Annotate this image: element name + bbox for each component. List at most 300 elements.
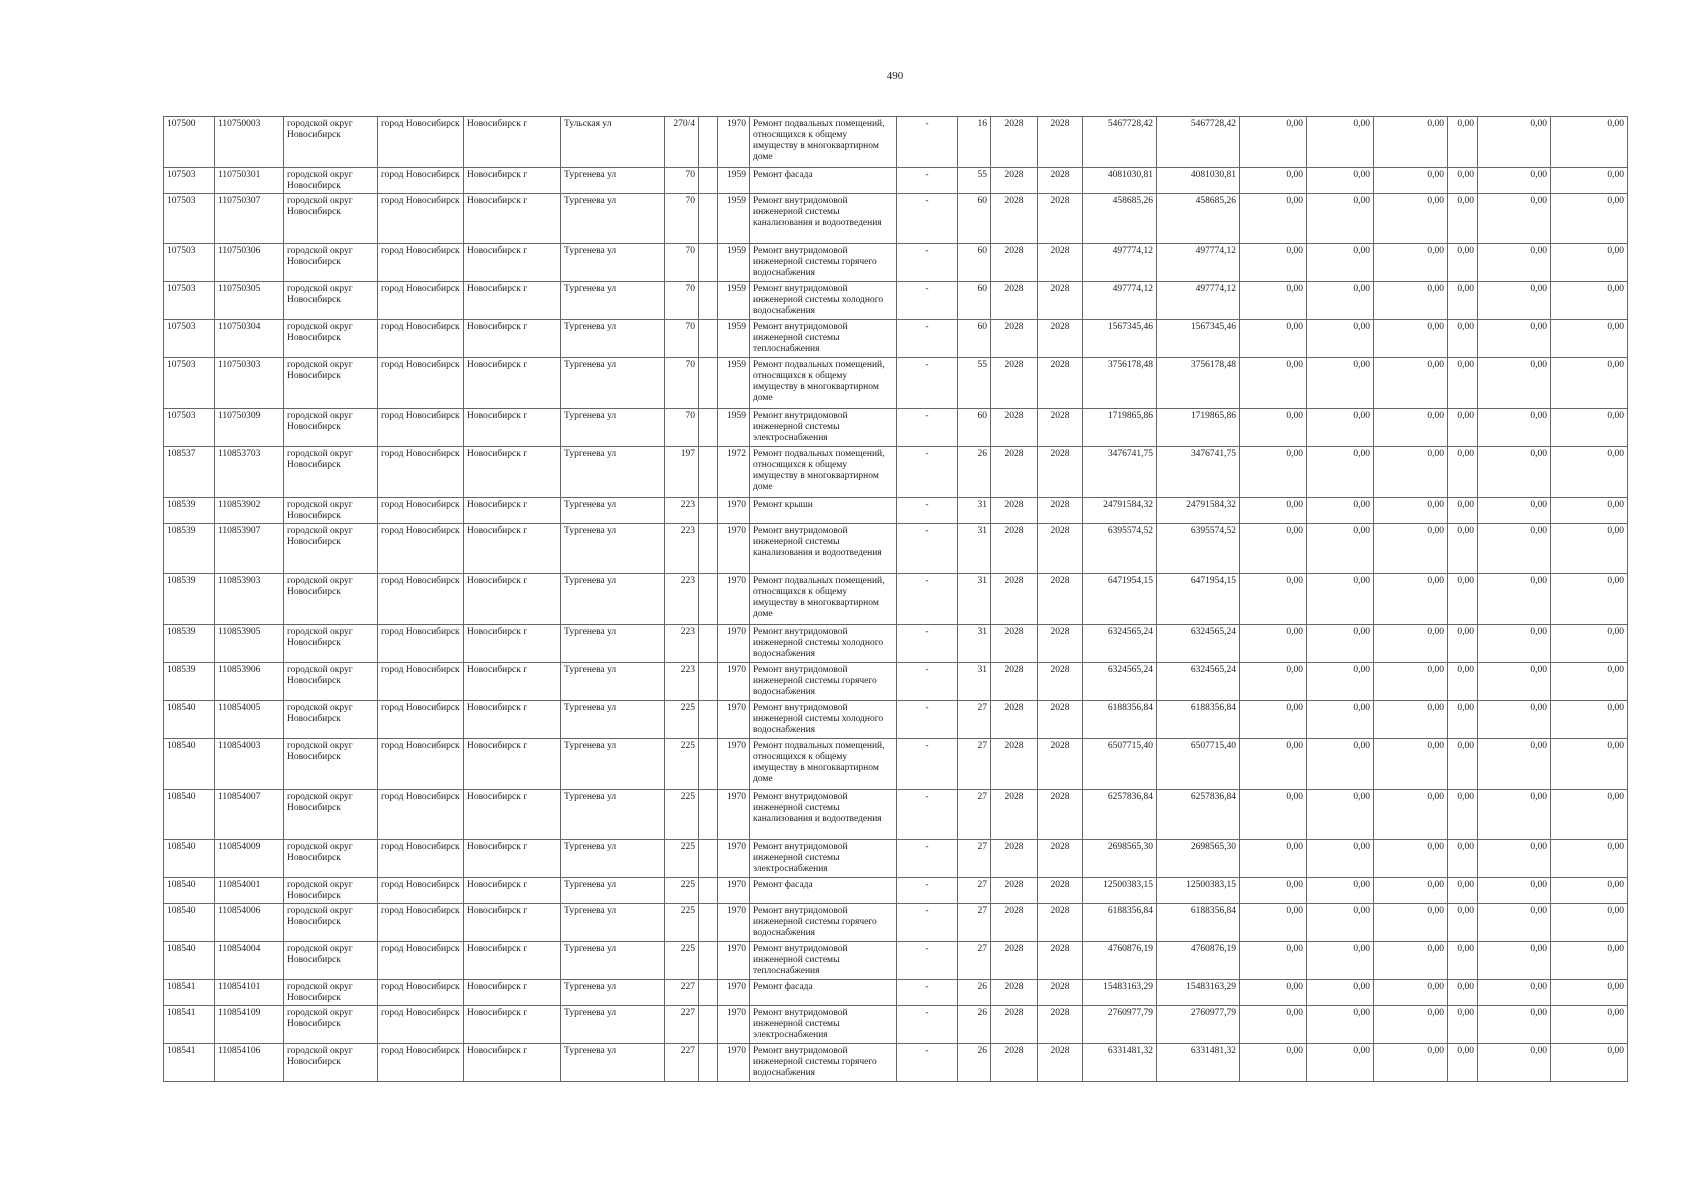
cell-cost: 6324565,24 [1083,663,1157,701]
table-row [164,524,1628,574]
cell-wear: 55 [958,358,991,409]
cell-dash: - [897,524,958,574]
cell-year: 1970 [718,625,750,663]
cell-year-from: 2028 [991,117,1038,168]
cell-city: Новосибирск г [464,574,561,625]
cell-f3: 0,00 [1374,904,1448,942]
cell-year: 1970 [718,1044,750,1082]
cell-code: 110853905 [215,625,284,663]
cell-total: 3476741,75 [1157,447,1240,498]
cell-f2: 0,00 [1307,625,1374,663]
cell-id: 108540 [164,739,215,790]
cell-dash: - [897,244,958,282]
cell-total: 6395574,52 [1157,524,1240,574]
cell-wear: 26 [958,447,991,498]
cell-letter [699,790,718,840]
cell-street: Тургенева ул [561,574,665,625]
cell-total: 1567345,46 [1157,320,1240,358]
cell-settlement: город Новосибирск [378,739,464,790]
cell-district: городской округ Новосибирск [284,840,378,878]
cell-letter [699,904,718,942]
cell-wear: 16 [958,117,991,168]
cell-wear: 55 [958,168,991,194]
cell-code: 110854001 [215,878,284,904]
cell-f6: 0,00 [1551,244,1628,282]
cell-city: Новосибирск г [464,524,561,574]
cell-id: 108539 [164,574,215,625]
cell-f6: 0,00 [1551,942,1628,980]
cell-city: Новосибирск г [464,1006,561,1044]
cell-year: 1959 [718,194,750,244]
cell-f4: 0,00 [1448,625,1478,663]
cell-year-from: 2028 [991,168,1038,194]
cell-cost: 6471954,15 [1083,574,1157,625]
cell-house: 70 [665,320,699,358]
table-row [164,320,1628,358]
cell-settlement: город Новосибирск [378,447,464,498]
cell-cost: 458685,26 [1083,194,1157,244]
cell-house: 270/4 [665,117,699,168]
cell-f2: 0,00 [1307,574,1374,625]
cell-f4: 0,00 [1448,701,1478,739]
cell-f2: 0,00 [1307,168,1374,194]
cell-cost: 6257836,84 [1083,790,1157,840]
cell-code: 110854101 [215,980,284,1006]
cell-district: городской округ Новосибирск [284,625,378,663]
cell-dash: - [897,904,958,942]
cell-total: 15483163,29 [1157,980,1240,1006]
cell-year-from: 2028 [991,1044,1038,1082]
cell-cost: 497774,12 [1083,244,1157,282]
cell-code: 110750304 [215,320,284,358]
cell-f1: 0,00 [1240,117,1307,168]
cell-dash: - [897,447,958,498]
cell-id: 108541 [164,1006,215,1044]
cell-f2: 0,00 [1307,1044,1374,1082]
cell-street: Тургенева ул [561,625,665,663]
cell-year-from: 2028 [991,1006,1038,1044]
cell-year: 1970 [718,663,750,701]
cell-work: Ремонт подвальных помещений, относящихся к общему имуществу в многоквартирном доме [750,447,897,498]
cell-f3: 0,00 [1374,447,1448,498]
cell-id: 108540 [164,878,215,904]
cell-wear: 60 [958,244,991,282]
cell-f1: 0,00 [1240,358,1307,409]
cell-dash: - [897,625,958,663]
table-row [164,282,1628,320]
cell-cost: 6188356,84 [1083,701,1157,739]
cell-f2: 0,00 [1307,282,1374,320]
cell-year-to: 2028 [1038,663,1083,701]
cell-settlement: город Новосибирск [378,244,464,282]
cell-code: 110854106 [215,1044,284,1082]
cell-f4: 0,00 [1448,739,1478,790]
cell-f4: 0,00 [1448,574,1478,625]
cell-street: Тургенева ул [561,194,665,244]
cell-letter [699,980,718,1006]
cell-f2: 0,00 [1307,117,1374,168]
cell-total: 12500383,15 [1157,878,1240,904]
cell-total: 6471954,15 [1157,574,1240,625]
cell-f2: 0,00 [1307,878,1374,904]
cell-f4: 0,00 [1448,498,1478,524]
cell-house: 225 [665,840,699,878]
cell-f5: 0,00 [1478,701,1551,739]
cell-settlement: город Новосибирск [378,524,464,574]
cell-f1: 0,00 [1240,878,1307,904]
table-row [164,194,1628,244]
cell-f5: 0,00 [1478,1006,1551,1044]
cell-city: Новосибирск г [464,878,561,904]
cell-year-from: 2028 [991,840,1038,878]
cell-f4: 0,00 [1448,117,1478,168]
cell-wear: 27 [958,904,991,942]
cell-letter [699,498,718,524]
cell-year-from: 2028 [991,942,1038,980]
cell-street: Тургенева ул [561,878,665,904]
cell-code: 110854009 [215,840,284,878]
cell-f5: 0,00 [1478,168,1551,194]
cell-year: 1959 [718,168,750,194]
cell-f2: 0,00 [1307,409,1374,447]
cell-year: 1970 [718,701,750,739]
cell-wear: 26 [958,980,991,1006]
cell-cost: 24791584,32 [1083,498,1157,524]
cell-cost: 2760977,79 [1083,1006,1157,1044]
cell-street: Тургенева ул [561,168,665,194]
cell-f2: 0,00 [1307,904,1374,942]
cell-f4: 0,00 [1448,282,1478,320]
cell-f3: 0,00 [1374,320,1448,358]
cell-id: 108539 [164,663,215,701]
table-row [164,117,1628,168]
cell-f5: 0,00 [1478,739,1551,790]
cell-f1: 0,00 [1240,574,1307,625]
cell-f5: 0,00 [1478,117,1551,168]
cell-settlement: город Новосибирск [378,117,464,168]
cell-dash: - [897,980,958,1006]
table-row [164,447,1628,498]
cell-f1: 0,00 [1240,320,1307,358]
cell-cost: 6331481,32 [1083,1044,1157,1082]
cell-street: Тургенева ул [561,282,665,320]
cell-house: 225 [665,739,699,790]
cell-f5: 0,00 [1478,194,1551,244]
cell-district: городской округ Новосибирск [284,194,378,244]
cell-f2: 0,00 [1307,980,1374,1006]
cell-f1: 0,00 [1240,701,1307,739]
cell-f4: 0,00 [1448,980,1478,1006]
cell-district: городской округ Новосибирск [284,878,378,904]
cell-f3: 0,00 [1374,1044,1448,1082]
table-row [164,1044,1628,1082]
cell-f6: 0,00 [1551,1044,1628,1082]
cell-house: 70 [665,409,699,447]
cell-work: Ремонт подвальных помещений, относящихся к общему имуществу в многоквартирном доме [750,739,897,790]
cell-year-to: 2028 [1038,980,1083,1006]
cell-f3: 0,00 [1374,168,1448,194]
cell-f1: 0,00 [1240,168,1307,194]
cell-total: 497774,12 [1157,282,1240,320]
cell-id: 107503 [164,168,215,194]
table-row [164,625,1628,663]
cell-city: Новосибирск г [464,194,561,244]
cell-wear: 26 [958,1044,991,1082]
cell-year-from: 2028 [991,980,1038,1006]
cell-cost: 3756178,48 [1083,358,1157,409]
cell-wear: 60 [958,409,991,447]
cell-dash: - [897,117,958,168]
cell-cost: 12500383,15 [1083,878,1157,904]
cell-f6: 0,00 [1551,574,1628,625]
cell-wear: 31 [958,574,991,625]
cell-f3: 0,00 [1374,701,1448,739]
cell-year-to: 2028 [1038,117,1083,168]
table-body [164,117,1628,1082]
cell-f1: 0,00 [1240,739,1307,790]
cell-code: 110853906 [215,663,284,701]
cell-year-from: 2028 [991,409,1038,447]
cell-f6: 0,00 [1551,904,1628,942]
cell-dash: - [897,574,958,625]
cell-year-to: 2028 [1038,1044,1083,1082]
cell-cost: 6324565,24 [1083,625,1157,663]
cell-year: 1970 [718,878,750,904]
cell-f3: 0,00 [1374,790,1448,840]
cell-f6: 0,00 [1551,701,1628,739]
cell-dash: - [897,663,958,701]
cell-f5: 0,00 [1478,244,1551,282]
cell-house: 223 [665,663,699,701]
cell-letter [699,320,718,358]
cell-city: Новосибирск г [464,168,561,194]
table-row [164,498,1628,524]
cell-house: 223 [665,524,699,574]
cell-district: городской округ Новосибирск [284,524,378,574]
cell-year: 1959 [718,409,750,447]
cell-year: 1959 [718,282,750,320]
cell-f4: 0,00 [1448,790,1478,840]
cell-f5: 0,00 [1478,498,1551,524]
cell-city: Новосибирск г [464,625,561,663]
cell-wear: 27 [958,790,991,840]
cell-year-from: 2028 [991,358,1038,409]
cell-year-to: 2028 [1038,840,1083,878]
cell-f4: 0,00 [1448,168,1478,194]
cell-total: 6324565,24 [1157,663,1240,701]
table-row [164,904,1628,942]
cell-f4: 0,00 [1448,244,1478,282]
cell-work: Ремонт внутридомовой инженерной системы горячего водоснабжения [750,904,897,942]
cell-letter [699,194,718,244]
cell-total: 4081030,81 [1157,168,1240,194]
cell-street: Тургенева ул [561,1044,665,1082]
cell-id: 108540 [164,840,215,878]
table-row [164,942,1628,980]
cell-f4: 0,00 [1448,663,1478,701]
cell-id: 107503 [164,282,215,320]
cell-f2: 0,00 [1307,447,1374,498]
cell-district: городской округ Новосибирск [284,739,378,790]
cell-f4: 0,00 [1448,358,1478,409]
cell-total: 6188356,84 [1157,904,1240,942]
cell-work: Ремонт фасада [750,878,897,904]
cell-cost: 1567345,46 [1083,320,1157,358]
cell-year: 1970 [718,840,750,878]
cell-year-to: 2028 [1038,878,1083,904]
cell-total: 6331481,32 [1157,1044,1240,1082]
cell-total: 6257836,84 [1157,790,1240,840]
cell-cost: 497774,12 [1083,282,1157,320]
cell-dash: - [897,739,958,790]
cell-f2: 0,00 [1307,498,1374,524]
cell-house: 227 [665,1044,699,1082]
cell-code: 110750301 [215,168,284,194]
cell-total: 6188356,84 [1157,701,1240,739]
cell-cost: 6188356,84 [1083,904,1157,942]
cell-house: 70 [665,282,699,320]
cell-code: 110750307 [215,194,284,244]
cell-total: 2698565,30 [1157,840,1240,878]
cell-dash: - [897,320,958,358]
cell-f2: 0,00 [1307,1006,1374,1044]
cell-work: Ремонт внутридомовой инженерной системы канализования и водоотведения [750,524,897,574]
cell-code: 110750305 [215,282,284,320]
cell-f4: 0,00 [1448,904,1478,942]
cell-id: 107503 [164,358,215,409]
cell-cost: 1719865,86 [1083,409,1157,447]
cell-district: городской округ Новосибирск [284,1006,378,1044]
cell-cost: 5467728,42 [1083,117,1157,168]
cell-city: Новосибирск г [464,447,561,498]
cell-wear: 27 [958,840,991,878]
cell-f5: 0,00 [1478,574,1551,625]
cell-f6: 0,00 [1551,1006,1628,1044]
cell-dash: - [897,498,958,524]
cell-city: Новосибирск г [464,840,561,878]
cell-street: Тургенева ул [561,663,665,701]
cell-district: городской округ Новосибирск [284,701,378,739]
cell-id: 108541 [164,1044,215,1082]
cell-work: Ремонт внутридомовой инженерной системы холодного водоснабжения [750,701,897,739]
cell-letter [699,701,718,739]
cell-code: 110750003 [215,117,284,168]
cell-total: 24791584,32 [1157,498,1240,524]
cell-code: 110750306 [215,244,284,282]
cell-code: 110853903 [215,574,284,625]
cell-city: Новосибирск г [464,409,561,447]
cell-year: 1970 [718,904,750,942]
cell-id: 108539 [164,524,215,574]
cell-f1: 0,00 [1240,282,1307,320]
cell-f6: 0,00 [1551,739,1628,790]
cell-f1: 0,00 [1240,194,1307,244]
cell-settlement: город Новосибирск [378,878,464,904]
cell-code: 110854004 [215,942,284,980]
cell-year: 1970 [718,524,750,574]
cell-district: городской округ Новосибирск [284,663,378,701]
cell-work: Ремонт внутридомовой инженерной системы электроснабжения [750,840,897,878]
cell-wear: 31 [958,498,991,524]
cell-letter [699,574,718,625]
cell-cost: 2698565,30 [1083,840,1157,878]
cell-f1: 0,00 [1240,663,1307,701]
cell-settlement: город Новосибирск [378,904,464,942]
cell-f6: 0,00 [1551,980,1628,1006]
cell-year-to: 2028 [1038,244,1083,282]
cell-street: Тургенева ул [561,701,665,739]
cell-dash: - [897,878,958,904]
cell-work: Ремонт внутридомовой инженерной системы холодного водоснабжения [750,282,897,320]
cell-letter [699,409,718,447]
cell-f6: 0,00 [1551,840,1628,878]
cell-settlement: город Новосибирск [378,663,464,701]
cell-f2: 0,00 [1307,701,1374,739]
cell-letter [699,1006,718,1044]
cell-year: 1970 [718,942,750,980]
cell-f3: 0,00 [1374,358,1448,409]
cell-year-from: 2028 [991,739,1038,790]
cell-f1: 0,00 [1240,447,1307,498]
cell-f5: 0,00 [1478,447,1551,498]
cell-settlement: город Новосибирск [378,625,464,663]
cell-f5: 0,00 [1478,980,1551,1006]
cell-f1: 0,00 [1240,840,1307,878]
cell-f5: 0,00 [1478,663,1551,701]
cell-work: Ремонт внутридомовой инженерной системы горячего водоснабжения [750,244,897,282]
cell-f4: 0,00 [1448,409,1478,447]
cell-year-to: 2028 [1038,739,1083,790]
cell-district: городской округ Новосибирск [284,904,378,942]
cell-f1: 0,00 [1240,409,1307,447]
cell-year-from: 2028 [991,878,1038,904]
cell-city: Новосибирск г [464,282,561,320]
cell-street: Тургенева ул [561,942,665,980]
cell-f6: 0,00 [1551,194,1628,244]
cell-code: 110854006 [215,904,284,942]
cell-street: Тургенева ул [561,904,665,942]
cell-year: 1970 [718,790,750,840]
cell-code: 110854007 [215,790,284,840]
cell-id: 108540 [164,790,215,840]
cell-year: 1959 [718,320,750,358]
cell-year-to: 2028 [1038,282,1083,320]
cell-total: 3756178,48 [1157,358,1240,409]
cell-f5: 0,00 [1478,790,1551,840]
cell-f6: 0,00 [1551,320,1628,358]
cell-settlement: город Новосибирск [378,942,464,980]
cell-house: 70 [665,358,699,409]
cell-street: Тургенева ул [561,244,665,282]
cell-street: Тургенева ул [561,320,665,358]
cell-f6: 0,00 [1551,498,1628,524]
cell-year-from: 2028 [991,447,1038,498]
cell-f4: 0,00 [1448,840,1478,878]
cell-settlement: город Новосибирск [378,980,464,1006]
cell-settlement: город Новосибирск [378,168,464,194]
cell-code: 110750309 [215,409,284,447]
cell-letter [699,878,718,904]
cell-wear: 31 [958,625,991,663]
cell-f6: 0,00 [1551,790,1628,840]
cell-dash: - [897,282,958,320]
cell-wear: 60 [958,282,991,320]
cell-f3: 0,00 [1374,663,1448,701]
cell-street: Тургенева ул [561,1006,665,1044]
cell-f5: 0,00 [1478,282,1551,320]
cell-city: Новосибирск г [464,980,561,1006]
cell-year: 1970 [718,980,750,1006]
